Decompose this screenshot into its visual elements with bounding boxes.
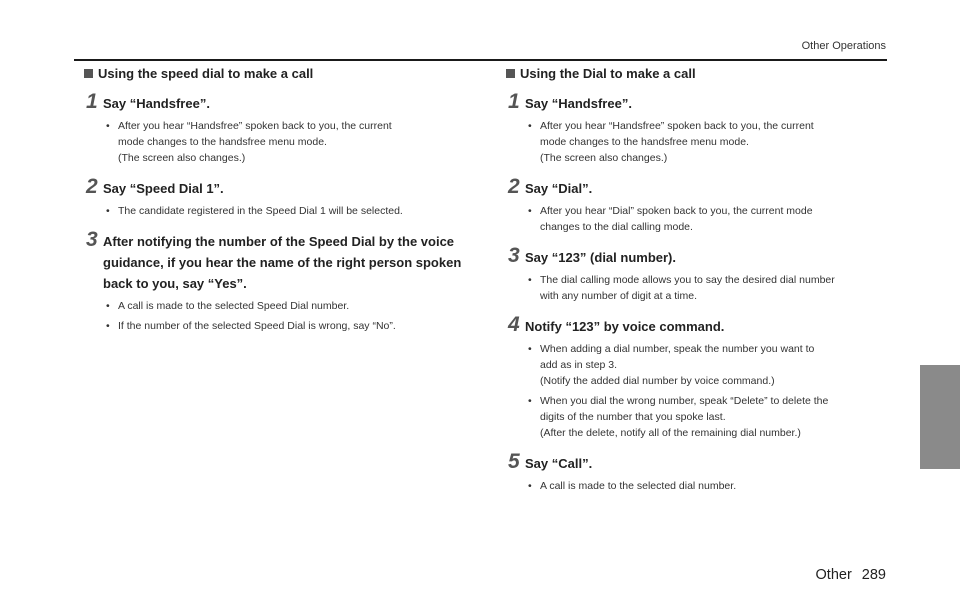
bullet-note: • The dial calling mode allows you to say the desired dial number with any number of digit at a time. [528,272,890,304]
step-text: Notify “123” by voice command. [525,319,725,334]
square-bullet-icon [84,69,93,78]
step-text: Say “Call”. [525,456,593,471]
step-text: After notifying the number of the Speed Dial by the voice guidance, if you hear the name of the right person spoken back to you, say “Yes”. [103,234,462,291]
step-number: 3 [86,228,98,251]
step-text: Say “123” (dial number). [525,250,676,265]
step [508,450,890,494]
step [86,90,468,166]
bullet-note: • If the number of the selected Speed Dial is wrong, say “No”. [106,318,468,334]
step [508,175,890,235]
right-section-title [506,66,890,81]
bullet-note: • After you hear “Handsfree” spoken back to you, the current mode changes to the handsfree menu mode. (The screen also changes.) [106,118,468,166]
step [86,175,468,219]
bullet-note: • A call is made to the selected Speed Dial number. [106,298,468,314]
left-column [86,66,468,346]
bullet-note: • After you hear “Dial” spoken back to you, the current mode changes to the dial calling mode. [528,203,890,235]
step-number: 3 [508,244,520,267]
header-section-label: Other Operations [801,40,886,52]
right-section-title-text: Using the Dial to make a call [520,66,696,81]
square-bullet-icon [506,69,515,78]
bullet-note: • The candidate registered in the Speed Dial 1 will be selected. [106,203,468,219]
step-number: 1 [508,90,520,113]
step-number: 5 [508,450,520,473]
step [508,313,890,441]
step-text: Say “Handsfree”. [103,96,210,111]
step [86,228,468,334]
step-number: 2 [86,175,98,198]
step [508,90,890,166]
step-text: Say “Handsfree”. [525,96,632,111]
bullet-note: • When adding a dial number, speak the number you want to add as in step 3. (Notify the added dial number by voice command.) [528,341,890,389]
step [508,244,890,304]
step-text: Say “Dial”. [525,181,593,196]
bullet-note: • After you hear “Handsfree” spoken back to you, the current mode changes to the handsfree menu mode. (The screen also changes.) [528,118,890,166]
step-number: 1 [86,90,98,113]
page-footer [816,567,886,583]
step-number: 4 [508,313,520,336]
step-text: Say “Speed Dial 1”. [103,181,224,196]
left-section-title [84,66,468,81]
chapter-side-tab [920,365,960,469]
bullet-note: • A call is made to the selected dial number. [528,478,890,494]
footer-chapter: Other [815,567,852,583]
left-section-title-text: Using the speed dial to make a call [98,66,314,81]
right-column [508,66,890,506]
top-rule [74,59,887,61]
bullet-note: • When you dial the wrong number, speak “Delete” to delete the digits of the number that you spoke last. (After the delete, notify all of the remaining dial number.) [528,393,890,441]
step-number: 2 [508,175,520,198]
page-number: 289 [861,567,886,583]
